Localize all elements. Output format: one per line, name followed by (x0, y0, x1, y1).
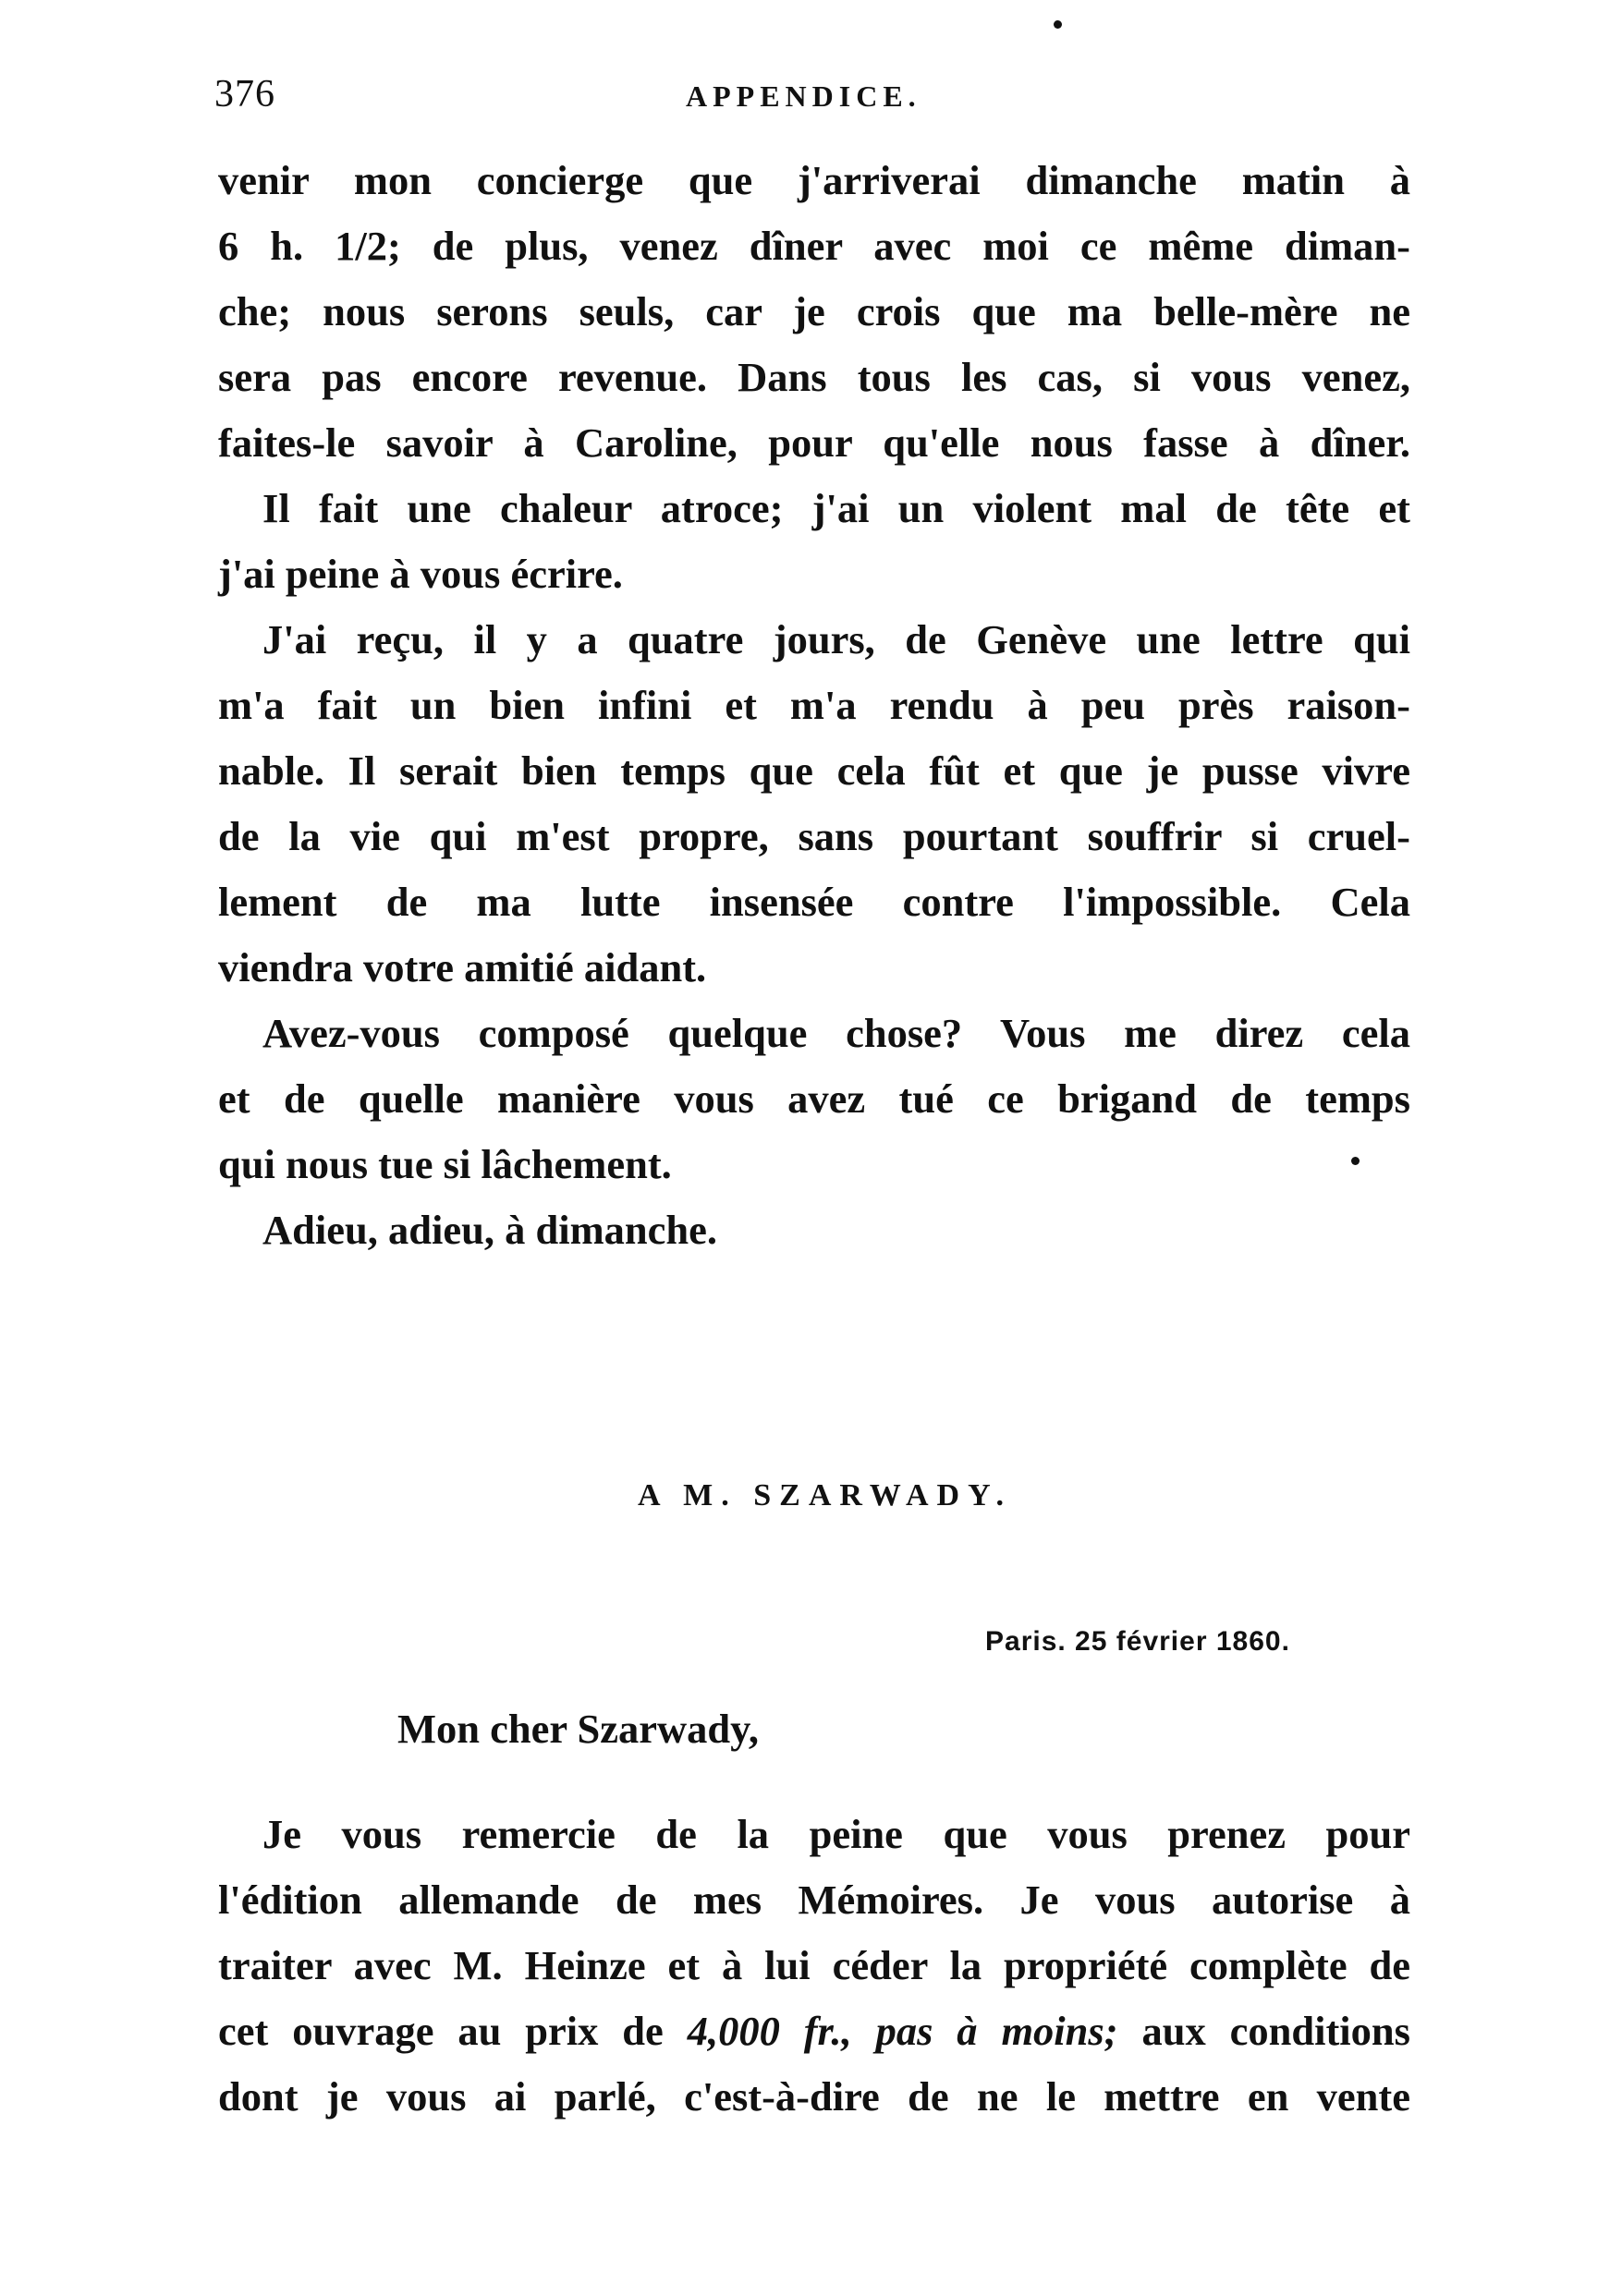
text-line: l'édition allemande de mes Mémoires. Je vous autorise à (218, 1877, 1410, 1923)
letter-heading: A M. SZARWADY. (637, 1478, 1013, 1512)
text-line: et de quelle manière vous avez tué ce brigand de temps (218, 1075, 1410, 1122)
text-line: Adieu, adieu, à dimanche. (262, 1207, 718, 1253)
text-line: Avez-vous composé quelque chose? Vous me direz cela (262, 1010, 1410, 1056)
text-segment: cet ouvrage au prix de (218, 2008, 688, 2054)
text-line: Il fait une chaleur atroce; j'ai un violent mal de tête et (262, 485, 1410, 531)
text-line: J'ai reçu, il y a quatre jours, de Genève une lettre qui (262, 616, 1410, 662)
text-line: Je vous remercie de la peine que vous prenez pour (262, 1811, 1410, 1857)
page-header (214, 72, 1407, 128)
text-line: de la vie qui m'est propre, sans pourtant souffrir si cruel- (218, 813, 1410, 859)
text-line: nable. Il serait bien temps que cela fût et que je pusse vivre (218, 747, 1410, 794)
letter-salutation: Mon cher Szarwady, (397, 1706, 760, 1752)
letter-1-body (218, 148, 1410, 1263)
text-line: m'a fait un bien infini et m'a rendu à peu près raison- (218, 682, 1410, 728)
text-line: faites-le savoir à Caroline, pour qu'elle nous fasse à dîner. (218, 419, 1410, 466)
letter-2-body (218, 1802, 1410, 2130)
text-line: 6 h. 1/2; de plus, venez dîner avec moi ce même diman- (218, 223, 1410, 269)
text-segment: aux conditions (1117, 2008, 1410, 2054)
text-line: venir mon concierge que j'arriverai dimanche matin à (218, 157, 1410, 203)
print-speck (1351, 1157, 1360, 1165)
text-line: dont je vous ai parlé, c'est-à-dire de ne le mettre en vente (218, 2073, 1410, 2120)
page-number: 376 (214, 73, 275, 115)
text-line: qui nous tue si lâchement. (218, 1141, 672, 1187)
text-line: j'ai peine à vous écrire. (218, 551, 623, 597)
text-line: traiter avec M. Heinze et à lui céder la propriété complète de (218, 1942, 1410, 1988)
text-line-mixed (218, 1998, 1410, 2064)
letter-dateline: Paris. 25 février 1860. (985, 1626, 1290, 1657)
italic-price: 4,000 fr., pas à moins; (687, 2008, 1118, 2054)
text-line: che; nous serons seuls, car je crois que ma belle-mère ne (218, 288, 1410, 334)
running-head: APPENDICE. (686, 79, 921, 113)
text-line: viendra votre amitié aidant. (218, 944, 707, 990)
text-line: sera pas encore revenue. Dans tous les cas, si vous venez, (218, 354, 1410, 400)
text-line: lement de ma lutte insensée contre l'impossible. Cela (218, 879, 1410, 925)
print-speck (1054, 20, 1062, 29)
